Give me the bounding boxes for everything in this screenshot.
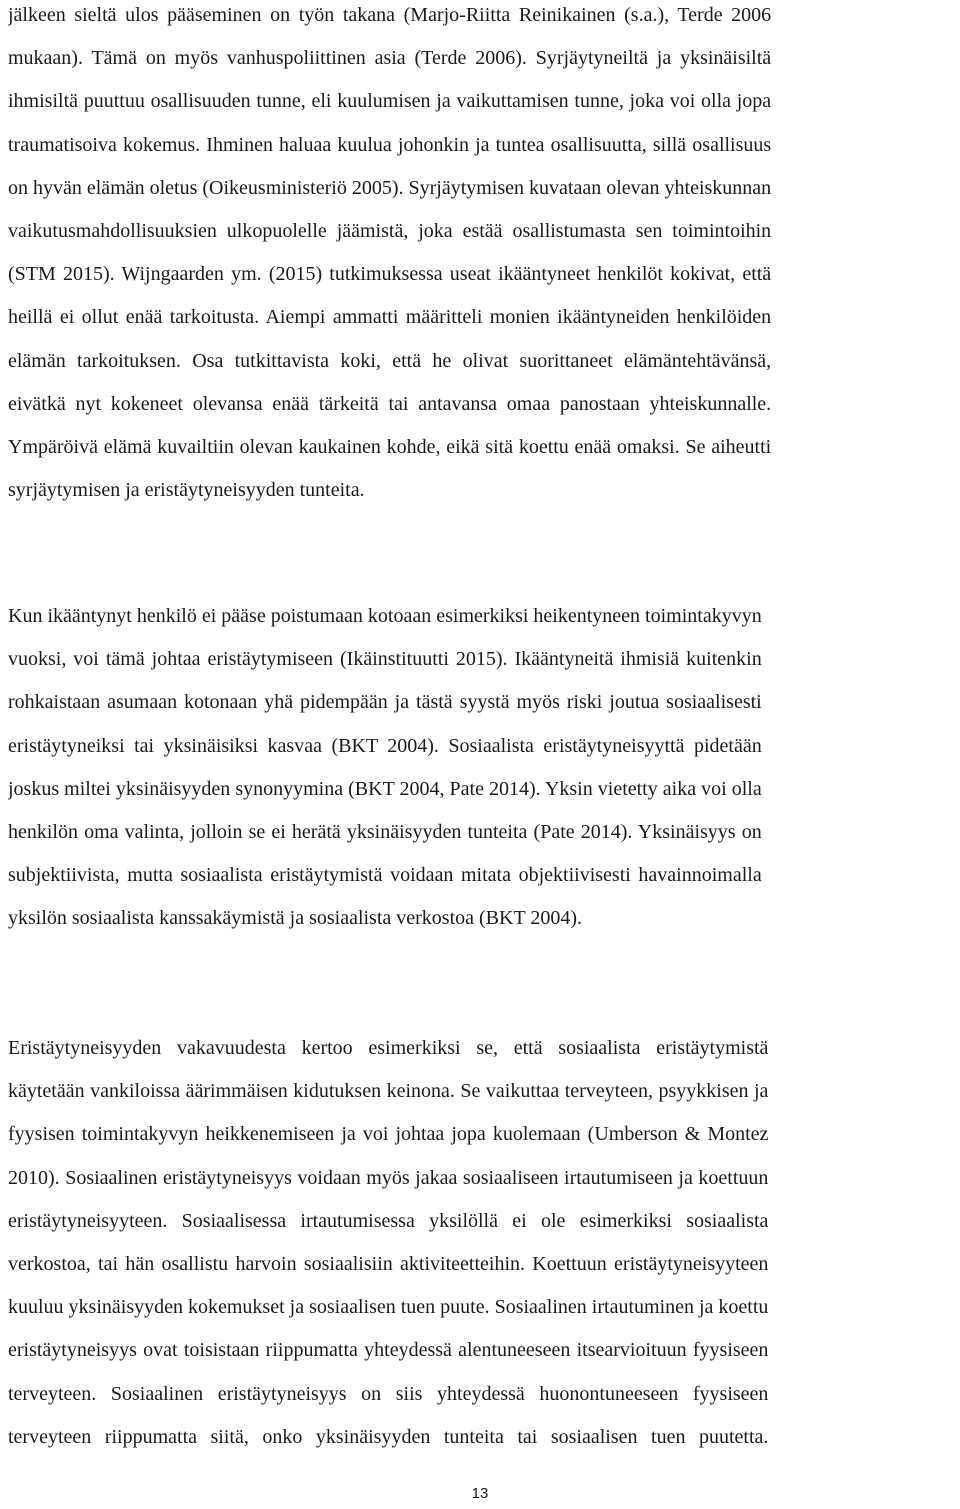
text-line: terveyteen riippumatta siitä, onko yksinäisyyden tunteita tai sosiaalisen tuen puutetta. [8, 1425, 769, 1448]
paragraph-1 [8, 0, 771, 518]
paragraph-2 [8, 601, 762, 947]
text-line: rohkaistaan asumaan kotonaan yhä pidempään ja tästä syystä myös riski joutua sosiaalisesti [8, 691, 762, 714]
text-line: fyysisen toimintakyvyn heikkenemiseen ja voi johtaa jopa kuolemaan (Umberson & Montez [8, 1123, 769, 1146]
text-line: (STM 2015). Wijngaarden ym. (2015) tutkimuksessa useat ikääntyneet henkilöt kokivat, että [8, 263, 772, 286]
text-line: traumatisoiva kokemus. Ihminen haluaa kuulua johonkin ja tuntea osallisuutta, sillä osallisuus [8, 133, 772, 156]
text-line: joskus miltei yksinäisyyden synonyymina (BKT 2004, Pate 2014). Yksin vietetty aika voi olla [8, 777, 762, 800]
text-line: Kun ikääntynyt henkilö ei pääse poistumaan kotoaan esimerkiksi heikentyneen toimintakyvyn [8, 605, 762, 627]
text-line: eristäytyneisyys ovat toisistaan riippumatta yhteydessä alentuneeseen itsearvioituun fyysiseen [8, 1339, 769, 1362]
text-line: kuuluu yksinäisyyden kokemukset ja sosiaalisen tuen puute. Sosiaalinen irtautuminen ja koettu [8, 1296, 769, 1319]
text-line: vaikutusmahdollisuuksien ulkopuolelle jäämistä, joka estää osallistumasta sen toimintoihin [8, 219, 772, 242]
text-line: yksilön sosiaalista kanssakäymistä ja sosiaalista verkostoa (BKT 2004). [8, 907, 582, 930]
text-line: terveyteen. Sosiaalinen eristäytyneisyys on siis yhteydessä huonontuneeseen fyysiseen [8, 1382, 769, 1405]
text-line: 2010). Sosiaalinen eristäytyneisyys voidaan myös jakaa sosiaaliseen irtautumiseen ja koettuun [8, 1166, 769, 1189]
text-line: heillä ei ollut enää tarkoitusta. Aiempi ammatti määritteli monien ikääntyneiden henkilöiden [8, 306, 772, 329]
text-line: mukaan). Tämä on myös vanhuspoliittinen asia (Terde 2006). Syrjäytyneiltä ja yksinäisiltä [8, 47, 772, 70]
text-line: syrjäytymisen ja eristäytyneisyyden tunteita. [8, 479, 365, 502]
text-line: jälkeen sieltä ulos pääseminen on työn takana (Marjo-Riitta Reinikainen (s.a.), Terde 2006 [8, 4, 772, 26]
text-line: käytetään vankiloissa äärimmäisen kidutuksen keinona. Se vaikuttaa terveyteen, psyykkisen ja [8, 1080, 769, 1103]
text-line: Eristäytyneisyyden vakavuudesta kertoo esimerkiksi se, että sosiaalista eristäytymistä [8, 1037, 769, 1059]
text-line: ihmisiltä puuttuu osallisuuden tunne, eli kuulumisen ja vaikuttamisen tunne, joka voi olla jopa [8, 90, 772, 113]
text-line: subjektiivista, mutta sosiaalista eristäytymistä voidaan mitata objektiivisesti havainnoimalla [8, 864, 762, 887]
text-line: elämän tarkoituksen. Osa tutkittavista koki, että he olivat suorittaneet elämäntehtävänsä, [8, 349, 772, 372]
paragraph-3 [8, 1033, 768, 1465]
text-line: on hyvän elämän oletus (Oikeusministeriö 2005). Syrjäytymisen kuvataan olevan yhteiskunnan [8, 176, 772, 199]
text-line: verkostoa, tai hän osallistu harvoin sosiaalisiin aktiviteetteihin. Koettuun eristäytyneisyyteen [8, 1252, 769, 1275]
text-line: eristäytyneisyyteen. Sosiaalisessa irtautumisessa yksilöllä ei ole esimerkiksi sosiaalista [8, 1209, 769, 1232]
text-line: vuoksi, voi tämä johtaa eristäytymiseen (Ikäinstituutti 2015). Ikääntyneitä ihmisiä kuitenkin [8, 648, 762, 671]
text-line: eivätkä nyt kokeneet olevansa enää tärkeitä tai antavansa omaa panostaan yhteiskunnalle. [8, 392, 772, 415]
text-line: henkilön oma valinta, jolloin se ei herätä yksinäisyyden tunteita (Pate 2014). Yksinäisyys on [8, 820, 762, 843]
text-line: eristäytyneiksi tai yksinäisiksi kasvaa (BKT 2004). Sosiaalista eristäytyneisyyttä pidetään [8, 734, 762, 757]
text-line: Ympäröivä elämä kuvailtiin olevan kaukainen kohde, eikä sitä koettu enää omaksi. Se aiheutti [8, 435, 772, 458]
page-number: 13 [471, 1485, 489, 1502]
